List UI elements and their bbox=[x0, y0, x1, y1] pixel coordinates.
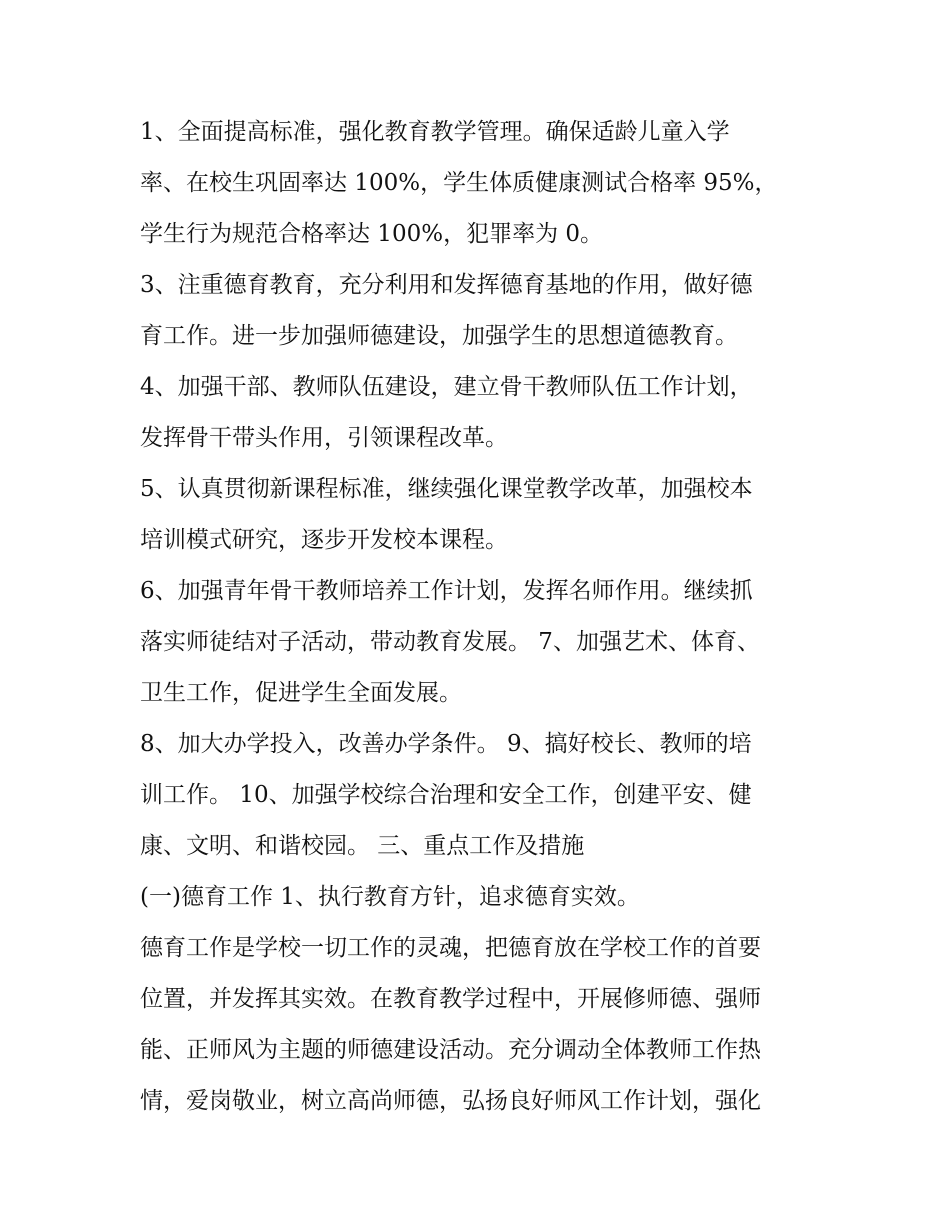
text-line: 6、加强青年骨干教师培养工作计划，发挥名师作用。继续抓 bbox=[140, 578, 753, 604]
text-line: 育工作。进一步加强师德建设，加强学生的思想道德教育。 bbox=[140, 323, 738, 349]
text-line: 位置，并发挥其实效。在教育教学过程中，开展修师德、强师 bbox=[140, 986, 761, 1012]
text-line: (一)德育工作 1、执行教育方针，追求德育实效。 bbox=[140, 884, 640, 910]
text-line: 5、认真贯彻新课程标准，继续强化课堂教学改革，加强校本 bbox=[140, 476, 753, 502]
text-line: 培训模式研究，逐步开发校本课程。 bbox=[140, 527, 508, 553]
text-line: 8、加大办学投入，改善办学条件。 9、搞好校长、教师的培 bbox=[140, 731, 752, 757]
text-line: 德育工作是学校一切工作的灵魂，把德育放在学校工作的首要 bbox=[140, 935, 761, 961]
text-line: 学生行为规范合格率达 100%，犯罪率为 0。 bbox=[140, 221, 604, 247]
text-line: 落实师徒结对子活动，带动教育发展。 7、加强艺术、体育、 bbox=[140, 629, 760, 655]
text-line: 3、注重德育教育，充分利用和发挥德育基地的作用，做好德 bbox=[140, 272, 753, 298]
text-line: 能、正师风为主题的师德建设活动。充分调动全体教师工作热 bbox=[140, 1037, 761, 1063]
text-line: 4、加强干部、教师队伍建设，建立骨干教师队伍工作计划， bbox=[140, 374, 753, 400]
text-line: 率、在校生巩固率达 100%，学生体质健康测试合格率 95%， bbox=[140, 170, 778, 196]
text-line: 情，爱岗敬业，树立高尚师德，弘扬良好师风工作计划，强化 bbox=[140, 1088, 761, 1114]
text-line: 训工作。 10、加强学校综合治理和安全工作，创建平安、健 bbox=[140, 782, 752, 808]
document-body bbox=[140, 107, 830, 1127]
text-line: 卫生工作，促进学生全面发展。 bbox=[140, 680, 462, 706]
text-line: 发挥骨干带头作用，引领课程改革。 bbox=[140, 425, 508, 451]
text-line: 1、全面提高标准，强化教育教学管理。确保适龄儿童入学 bbox=[140, 119, 730, 145]
text-line: 康、文明、和谐校园。 三、重点工作及措施 bbox=[140, 833, 585, 859]
